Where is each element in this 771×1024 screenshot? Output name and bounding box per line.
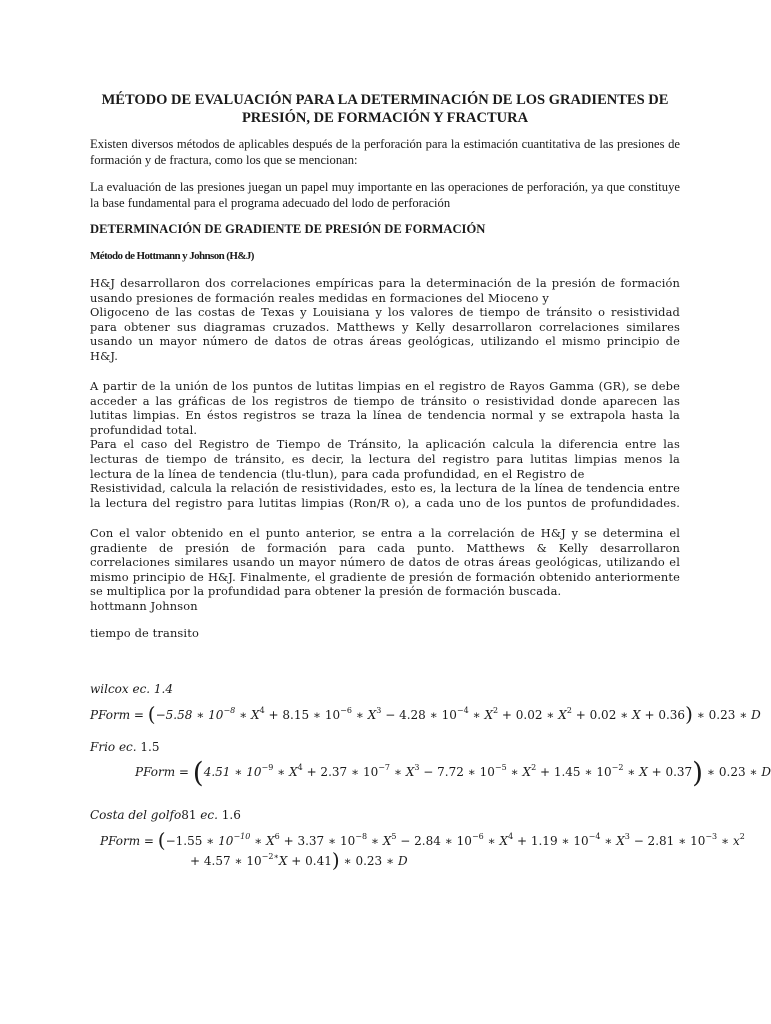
text-line: usando un mayor número de datos de otras áreas geológicas, utilizando el mismo principio de <box>90 334 680 349</box>
golfo-equation-line-2: + 4.57 ∗ $10^{-2∗}X + 0.41$) ∗ 0.23 ∗ D <box>190 848 408 872</box>
frio-label: Frio ec. 1.5 <box>90 740 160 754</box>
golfo-label: Costa del golfo81 ec. 1.6 <box>90 808 241 822</box>
wilcox-label-text: wilcox ec. 1.4 <box>90 682 174 696</box>
text-line: lutitas limpias. En éstos registros se traza la línea de tendencia normal y se extrapola hasta la <box>90 408 680 423</box>
title-line-2: PRESIÓN, DE FORMACIÓN Y FRACTURA <box>241 110 529 126</box>
text-line: Para el caso del Registro de Tiempo de Tránsito, la aplicación calcula la diferencia entre las <box>90 437 680 452</box>
golfo-equation-line-1: PForm = (−1.55 ∗ $10^{-10}$ ∗ $X^6 + 3.37$ ∗ $10^{-8}$ ∗ $X^5 - 2.84$ ∗ $10^{-6}$ ∗ $X^4 + 1.19$ ∗ $10^{-4}$ ∗ $X^3 - 2.81$ ∗ $10^{-3}$ ∗ $x^2$ <box>100 828 745 852</box>
text-line: lecturas de tiempo de tránsito, es decir, la lectura del registro para lutitas limpias menos la <box>90 451 680 466</box>
wilcox-label <box>90 682 173 696</box>
text-line: usando presiones de formación reales medidas en formaciones del Mioceno y <box>90 290 549 305</box>
title-line-1: MÉTODO DE EVALUACIÓN PARA LA DETERMINACIÓN DE LOS GRADIENTES DE <box>101 92 669 108</box>
text-line: correlaciones similares usando un mayor número de datos de otras áreas geológicas, utilizando el <box>90 555 680 570</box>
text-line: profundidad total. <box>90 422 198 437</box>
section-heading: DETERMINACIÓN DE GRADIENTE DE PRESIÓN DE FORMACIÓN <box>90 222 486 236</box>
body-paragraph-2 <box>90 379 680 510</box>
frio-equation: PForm = (4.51 ∗ $10^{-9}$ ∗ $X^4 + 2.37$ ∗ $10^{-7}$ ∗ $X^3 - 7.72$ ∗ $10^{-5}$ ∗ $X^2 + 1.45$ ∗ $10^{-2}$ ∗ X + 0.37) ∗ 0.23 ∗ D <box>135 756 771 789</box>
text-line: se multiplica por la profundidad para obtener la presión de formación buscada. <box>90 584 562 599</box>
text-line: hottmann Johnson <box>90 598 198 613</box>
text-line: H&J. <box>90 348 118 363</box>
method-heading: Método de Hottmann y Johnson (H&J) <box>90 250 254 262</box>
body-paragraph-4 <box>90 626 680 641</box>
text-line: mismo principio de H&J. Finalmente, el gradiente de presión de formación obtenido anteriormente <box>90 569 680 584</box>
text-line: lectura de la línea de tendencia (tlu-tlun), para cada profundidad, en el Registro de <box>90 466 585 481</box>
intro-paragraph-1: Existen diversos métodos de aplicables después de la perforación para la estimación cuantitativa de las presiones de formación y de fractura, como los que se mencionan: <box>90 137 680 167</box>
document-title <box>90 91 680 127</box>
text-line: gradiente de presión de formación para cada punto. Matthews & Kelly desarrollaron <box>90 540 680 555</box>
text-line: Resistividad, calcula la relación de resistividades, esto es, la lectura de la línea de tendencia entre <box>90 481 680 496</box>
text-line: H&J desarrollaron dos correlaciones empíricas para la determinación de la presión de formación <box>90 276 680 290</box>
text-line: acceder a las gráficas de los registros de tiempo de tránsito o resistividad donde aparecen las <box>90 393 680 408</box>
text-line: la lectura del registro para lutitas limpias (Ron/R o), a cada uno de los puntos de profundidades. <box>90 495 680 510</box>
text-line: para obtener sus diagramas cruzados. Matthews y Kelly desarrollaron correlaciones similares <box>90 319 680 334</box>
text-line: A partir de la unión de los puntos de lutitas limpias en el registro de Rayos Gamma (GR), se debe <box>90 379 680 393</box>
body-paragraph-1 <box>90 276 680 364</box>
text-line: Con el valor obtenido en el punto anterior, se entra a la correlación de H&J y se determina el <box>90 526 680 540</box>
text-line: Oligoceno de las costas de Texas y Louisiana y los valores de tiempo de tránsito o resistividad <box>90 305 680 320</box>
text-line: tiempo de transito <box>90 626 199 640</box>
body-paragraph-3 <box>90 526 680 614</box>
wilcox-equation: PForm = (−5.58 ∗ $10^{-8}$ ∗ $X^4 + 8.15$ ∗ $10^{-6}$ ∗ $X^3 - 4.28$ ∗ $10^{-4}$ ∗ $X^2 + 0.02$ ∗ $X^2 + 0.02$ ∗ X + 0.36) ∗ 0.23 ∗ D <box>90 702 761 726</box>
intro-paragraph-2: La evaluación de las presiones juegan un papel muy importante en las operaciones de perforación, ya que constituye la base fundamental para el programa adecuado del lodo de perforación <box>90 180 680 210</box>
